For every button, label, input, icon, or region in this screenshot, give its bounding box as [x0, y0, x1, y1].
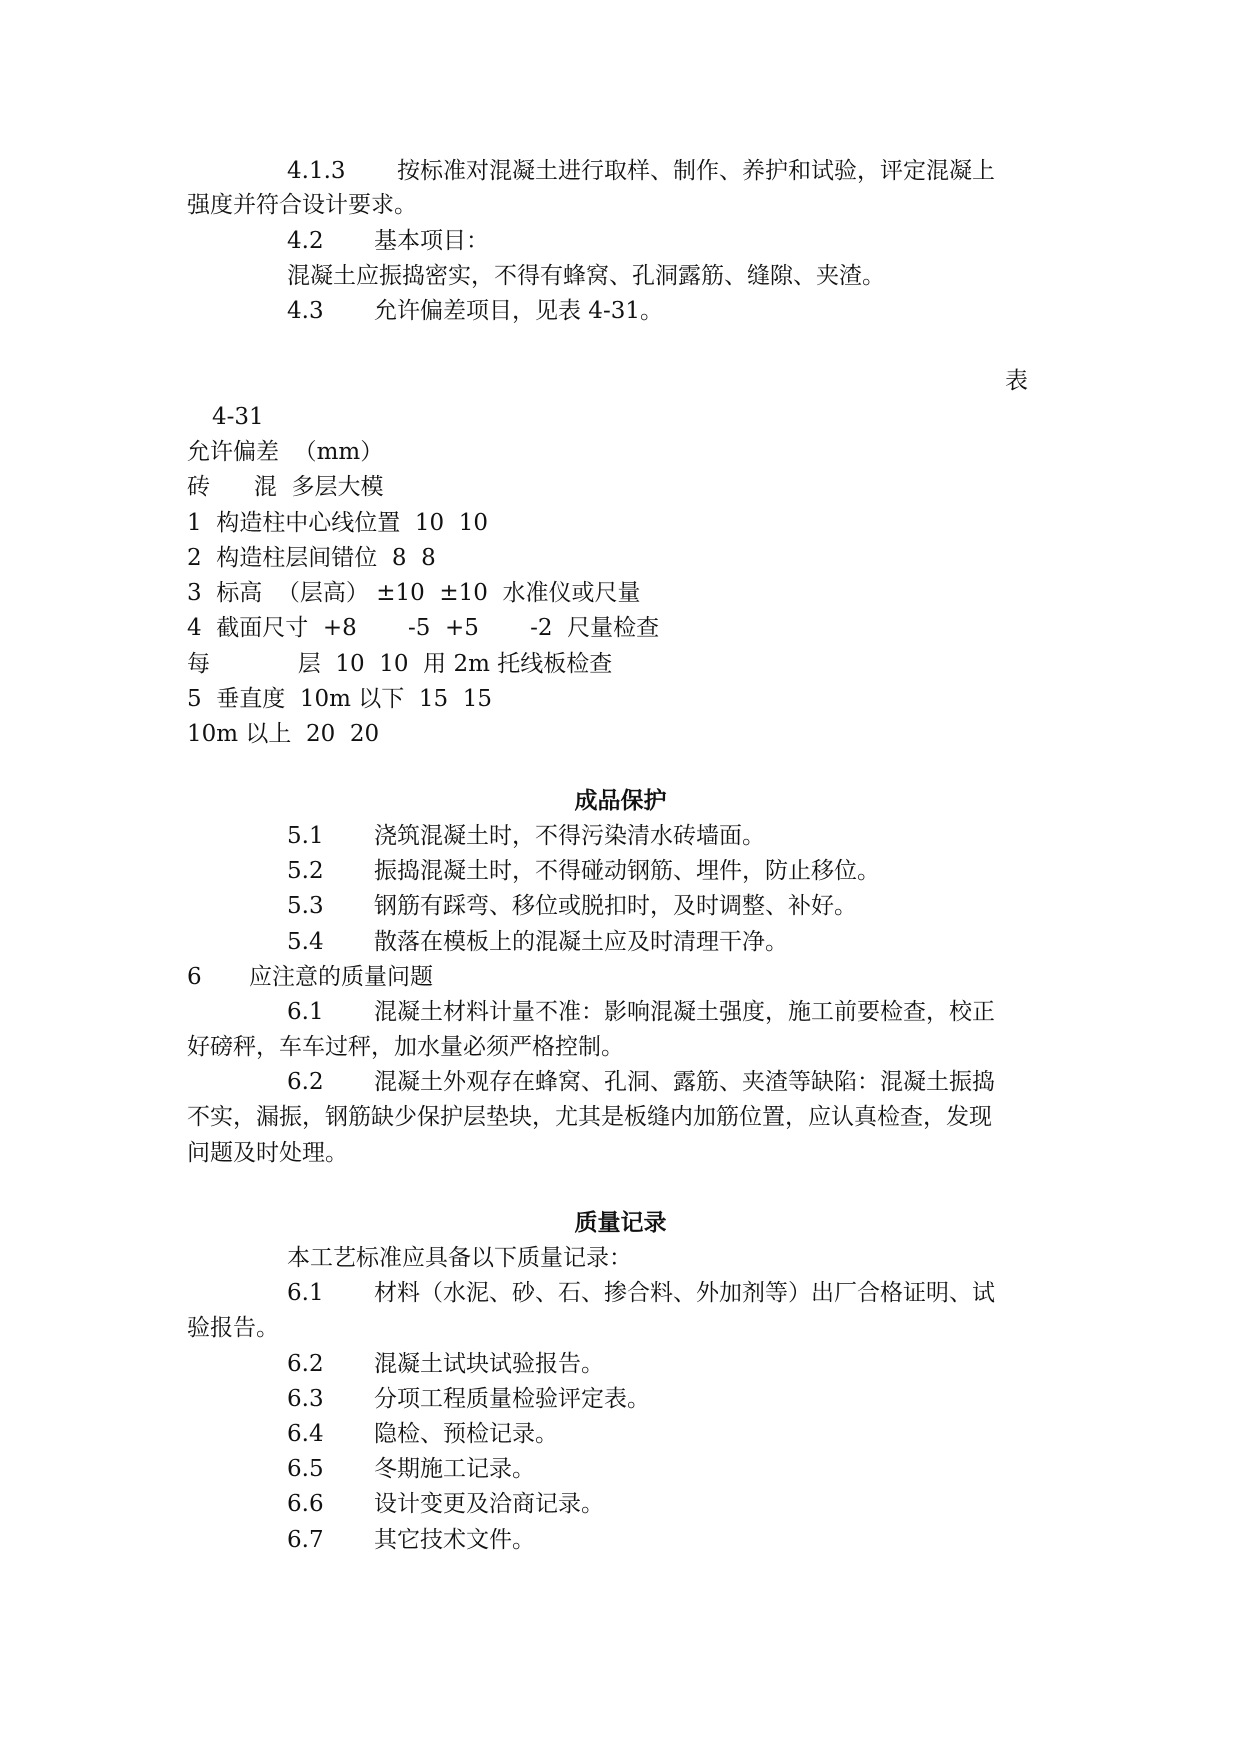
table-label-number: 4-31	[212, 404, 264, 430]
clause-number: 4.3	[287, 298, 324, 324]
table-row: 3 标高 （层高） ±10 ±10 水准仪或尺量	[187, 580, 641, 606]
section-number: 6	[187, 964, 202, 990]
clause-number: 4.2	[287, 228, 324, 254]
list-item: 分项工程质量检验评定表。	[374, 1386, 650, 1412]
paragraph-line: 混凝土应振捣密实，不得有蜂窝、孔洞露筋、缝隙、夹渣。	[287, 263, 885, 289]
paragraph-line: 好磅秤，车车过秤，加水量必须严格控制。	[187, 1034, 624, 1060]
table-row: 1 构造柱中心线位置 10 10	[187, 510, 489, 536]
section-heading: 成品保护	[574, 788, 667, 814]
clause-number: 6.5	[287, 1456, 324, 1482]
paragraph-line: 钢筋有踩弯、移位或脱扣时，及时调整、补好。	[374, 893, 857, 919]
paragraph-line: 验报告。	[187, 1315, 279, 1341]
table-row: 10m 以上 20 20	[187, 721, 380, 747]
section-heading: 质量记录	[574, 1210, 667, 1236]
clause-number: 6.6	[287, 1491, 324, 1517]
paragraph-line: 基本项目：	[374, 228, 489, 254]
table-title: 允许偏差 （mm）	[187, 439, 384, 465]
table-row: 4 截面尺寸 +8 -5 +5 -2 尺量检查	[187, 615, 660, 641]
paragraph-line: 强度并符合设计要求。	[187, 192, 417, 218]
clause-number: 5.1	[287, 823, 324, 849]
paragraph-line: 材料（水泥、砂、石、掺合料、外加剂等）出厂合格证明、试	[374, 1280, 995, 1306]
clause-number: 6.1	[287, 1280, 324, 1306]
clause-number: 6.3	[287, 1386, 324, 1412]
table-row: 5 垂直度 10m 以下 15 15	[187, 686, 493, 712]
paragraph-line: 不实，漏振，钢筋缺少保护层垫块，尤其是板缝内加筋位置，应认真检查，发现	[187, 1104, 992, 1130]
paragraph-line: 浇筑混凝土时，不得污染清水砖墙面。	[374, 823, 765, 849]
paragraph-line: 散落在模板上的混凝土应及时清理干净。	[374, 929, 788, 955]
list-item: 隐检、预检记录。	[374, 1421, 558, 1447]
clause-number: 6.2	[287, 1351, 324, 1377]
list-item: 混凝土试块试验报告。	[374, 1351, 604, 1377]
clause-number: 6.4	[287, 1421, 324, 1447]
paragraph-line: 振捣混凝土时，不得碰动钢筋、埋件，防止移位。	[374, 858, 880, 884]
list-item: 其它技术文件。	[374, 1527, 535, 1553]
list-item: 冬期施工记录。	[374, 1456, 535, 1482]
paragraph-line: 问题及时处理。	[187, 1140, 348, 1166]
paragraph-line: 本工艺标准应具备以下质量记录：	[287, 1245, 632, 1271]
table-row: 2 构造柱层间错位 8 8	[187, 545, 436, 571]
clause-number: 5.4	[287, 929, 324, 955]
clause-number: 4.1.3	[287, 158, 346, 184]
table-label: 表	[1005, 368, 1028, 394]
table-row: 砖 混 多层大模	[187, 474, 384, 500]
list-item: 设计变更及洽商记录。	[374, 1491, 604, 1517]
paragraph-line: 按标准对混凝土进行取样、制作、养护和试验，评定混凝上	[397, 158, 995, 184]
clause-number: 6.2	[287, 1069, 324, 1095]
section-title: 应注意的质量问题	[249, 964, 433, 990]
paragraph-line: 混凝土材料计量不准：影响混凝土强度，施工前要检查，校正	[374, 999, 995, 1025]
clause-number: 5.3	[287, 893, 324, 919]
clause-number: 6.7	[287, 1527, 324, 1553]
paragraph-line: 允许偏差项目，见表 4-31。	[374, 298, 663, 324]
clause-number: 5.2	[287, 858, 324, 884]
table-row: 每 层 10 10 用 2m 托线板检查	[187, 651, 613, 677]
clause-number: 6.1	[287, 999, 324, 1025]
paragraph-line: 混凝土外观存在蜂窝、孔洞、露筋、夹渣等缺陷：混凝土振捣	[374, 1069, 995, 1095]
